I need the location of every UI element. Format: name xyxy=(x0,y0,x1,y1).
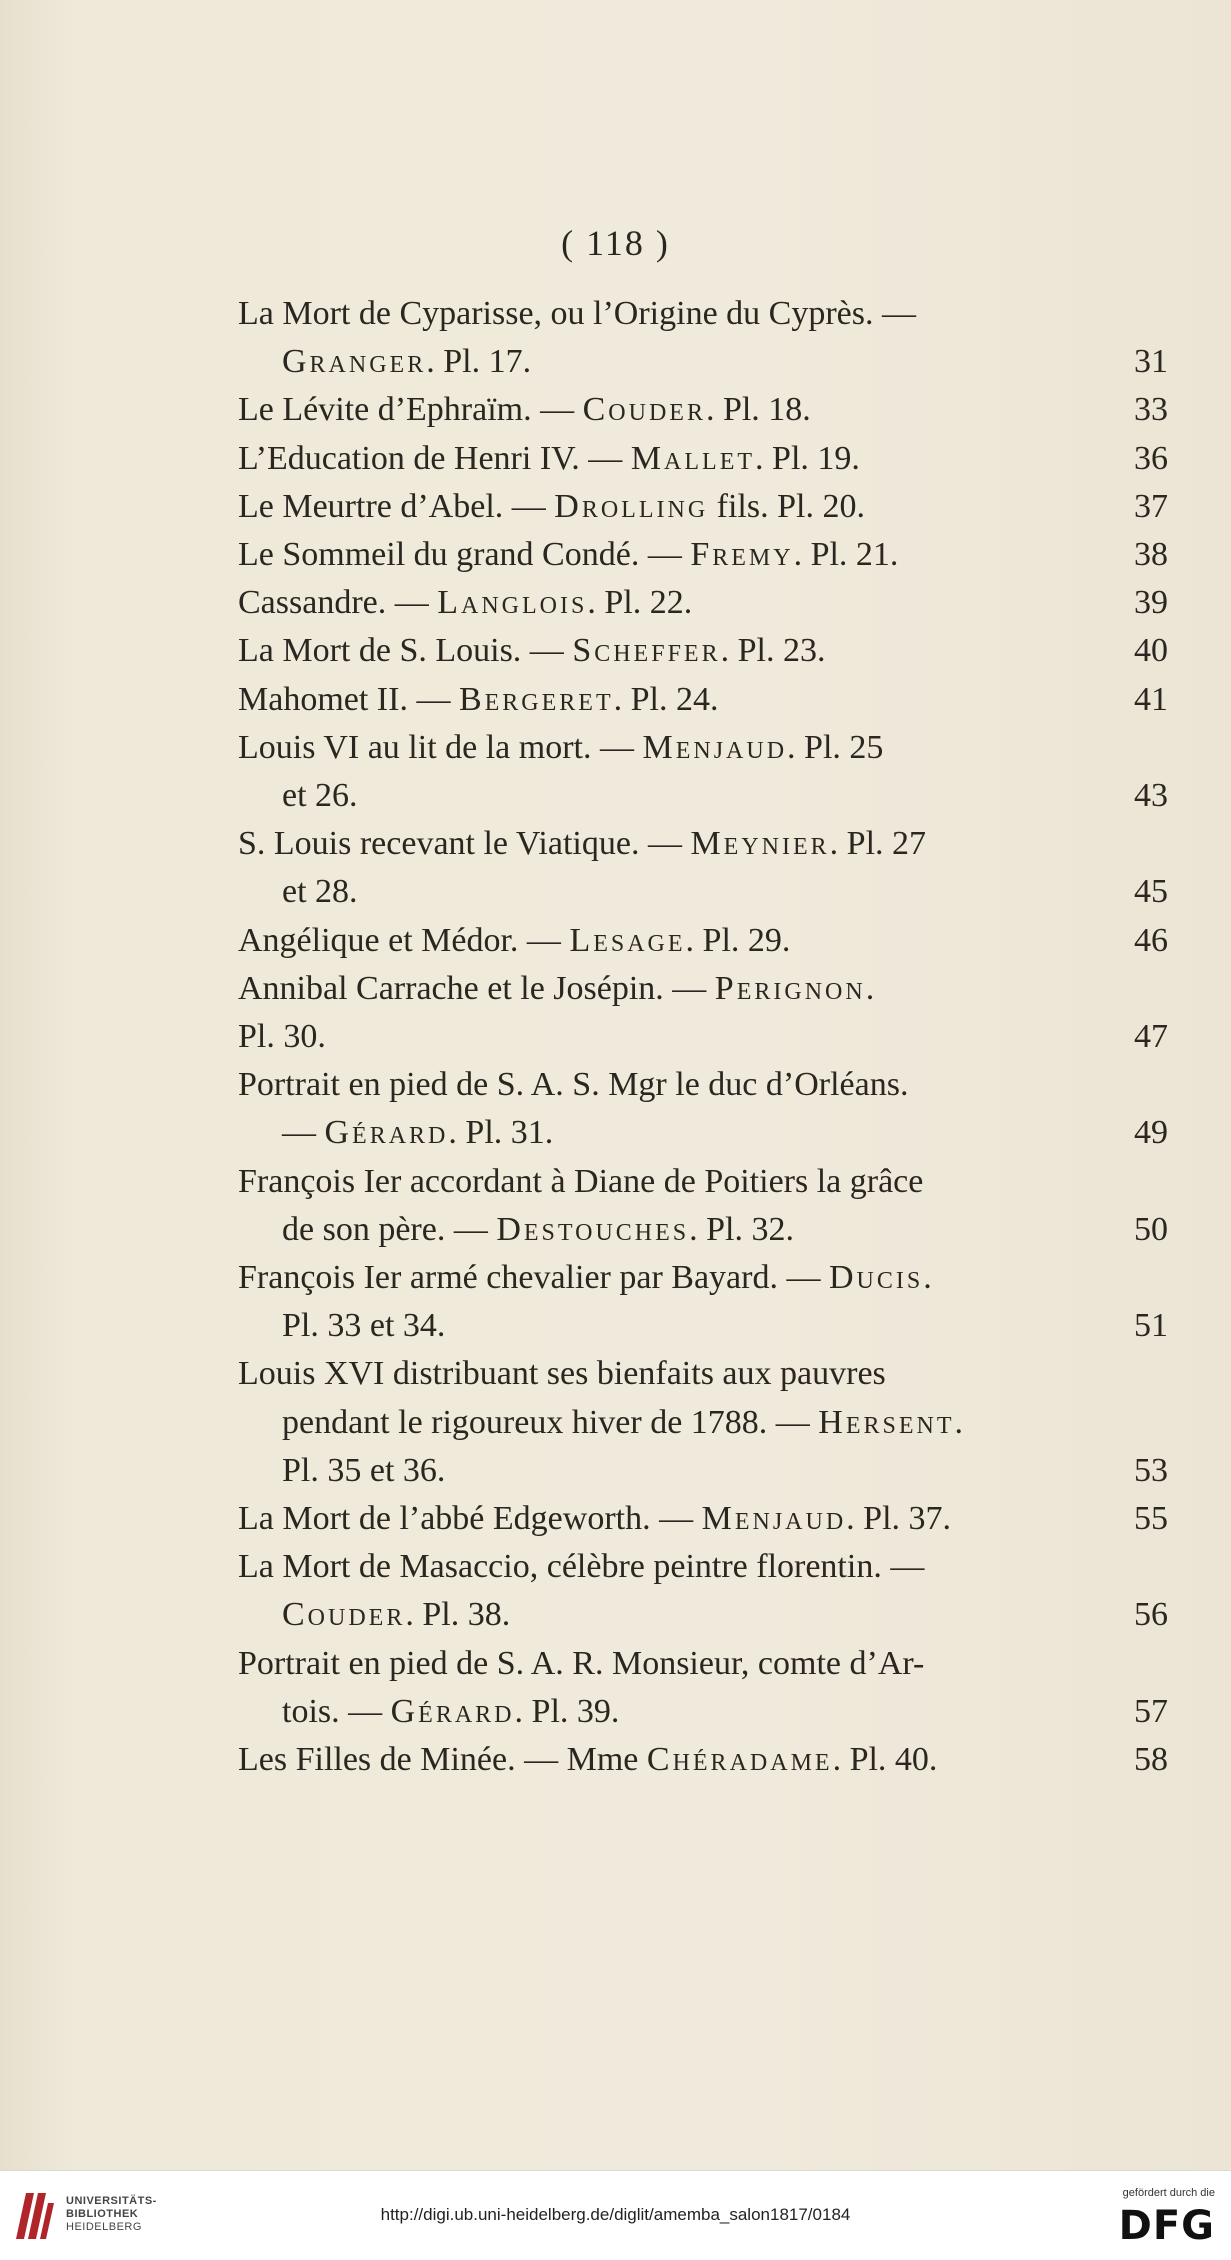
entry-line xyxy=(238,1495,1138,1543)
plate-reference: . xyxy=(865,969,875,1007)
viewer-footer xyxy=(0,2170,1231,2260)
entry-title-text: La Mort de S. Louis. — xyxy=(238,632,573,670)
entry-line xyxy=(238,1061,1138,1109)
plate-reference: . Pl. 22. xyxy=(587,584,693,622)
entry-line xyxy=(238,772,1182,820)
entry-title-text: Pl. 30. xyxy=(238,1018,326,1055)
permalink-url[interactable]: http://digi.ub.uni-heidelberg.de/diglit/amemba_salon1817/0184 xyxy=(380,2205,851,2224)
entry-title-text: La Mort de Cyparisse, ou l’Origine du Cyprès. — xyxy=(238,295,916,332)
entry-title-text: François Ier accordant à Diane de Poitiers la grâce xyxy=(238,1162,924,1200)
page-reference: 58 xyxy=(1134,1741,1168,1778)
entry-line xyxy=(238,1736,1138,1784)
entry-line xyxy=(238,1254,1138,1302)
entry-title-text: Annibal Carrache et le Josépin. — xyxy=(238,969,715,1007)
artist-name: Langlois xyxy=(437,584,588,622)
artist-name: Chéradame xyxy=(646,1741,833,1778)
library-name-line: BIBLIOTHEK xyxy=(66,2208,139,2220)
page-reference: 53 xyxy=(1134,1451,1168,1489)
entry-line xyxy=(238,1013,1138,1061)
entry-line xyxy=(238,1543,1138,1591)
artist-name: Menjaud xyxy=(642,728,788,766)
page-reference: 31 xyxy=(1134,343,1168,381)
entry-title-text: Louis VI au lit de la mort. — xyxy=(238,728,643,766)
entry-title-text: L’Education de Henri IV. — xyxy=(238,439,631,477)
artist-name: Mallet xyxy=(630,439,756,477)
page-reference: 47 xyxy=(1134,1018,1168,1055)
entry-line xyxy=(238,724,1138,772)
page-reference: 46 xyxy=(1134,921,1168,959)
plate-reference: . Pl. 17. xyxy=(426,343,532,381)
entry-line xyxy=(238,1688,1182,1736)
page-reference: 40 xyxy=(1134,632,1168,670)
entry-line xyxy=(238,627,1138,675)
plate-reference: . Pl. 24. xyxy=(613,680,719,718)
plate-reference: . Pl. 23. xyxy=(720,632,826,670)
entry-line xyxy=(238,965,1138,1013)
page-reference: 41 xyxy=(1134,680,1168,718)
dfg-logo: DFG xyxy=(1118,2203,1215,2249)
page-reference: 56 xyxy=(1134,1596,1168,1634)
artist-name: Meynier xyxy=(690,825,830,863)
entry-line xyxy=(238,917,1138,965)
entry-line xyxy=(238,1158,1138,1206)
entry-title-text: pendant le rigoureux hiver de 1788. — xyxy=(282,1403,819,1441)
plate-reference: . xyxy=(954,1403,964,1441)
plate-reference: . Pl. 19. xyxy=(755,439,860,477)
artist-name: Ducis xyxy=(828,1259,924,1296)
artist-name: Gérard xyxy=(324,1114,449,1152)
artist-name: Bergeret xyxy=(458,680,614,718)
entry-title-text: Portrait en pied de S. A. S. Mgr le duc d’Orléans. xyxy=(238,1066,909,1104)
entry-line xyxy=(238,1206,1182,1254)
entry-line xyxy=(238,1640,1138,1688)
artist-name: Gérard xyxy=(390,1692,515,1730)
entry-line xyxy=(238,868,1182,916)
funding-label: gefördert durch die xyxy=(1122,2187,1215,2199)
entry-title-text: Mahomet II. — xyxy=(238,680,459,718)
page-reference: 39 xyxy=(1134,584,1168,622)
entry-title-text: La Mort de l’abbé Edgeworth. — xyxy=(238,1500,702,1537)
plate-reference: . Pl. 39. xyxy=(514,1692,620,1730)
entry-title-text: Angélique et Médor. — xyxy=(238,921,570,959)
page-reference: 57 xyxy=(1134,1692,1168,1730)
page-reference: 36 xyxy=(1134,439,1168,477)
plate-reference: . xyxy=(923,1259,932,1296)
entry-line xyxy=(238,435,1138,483)
entry-title-text: Louis XVI distribuant ses bienfaits aux pauvres xyxy=(238,1355,886,1393)
entry-line xyxy=(238,1399,1182,1447)
artist-name: Granger xyxy=(282,343,427,381)
library-name-line: HEIDELBERG xyxy=(66,2221,142,2233)
plate-reference: . Pl. 38. xyxy=(405,1596,511,1634)
entry-line xyxy=(238,579,1138,627)
entry-line xyxy=(238,290,1138,338)
entry-title-text: Pl. 35 et 36. xyxy=(282,1451,446,1489)
artist-name: Couder xyxy=(582,391,706,429)
entry-title-text: Cassandre. — xyxy=(238,584,438,622)
page-reference: 37 xyxy=(1134,487,1168,525)
entry-line xyxy=(238,531,1138,579)
library-name-line: UNIVERSITÄTS- xyxy=(66,2195,157,2207)
entry-line xyxy=(238,820,1138,868)
page-reference: 55 xyxy=(1134,1500,1168,1537)
entry-line xyxy=(238,1447,1182,1495)
plate-reference: . Pl. 40. xyxy=(832,1741,938,1778)
plate-reference: . Pl. 25 xyxy=(787,728,884,766)
entry-title-text: S. Louis recevant le Viatique. — xyxy=(238,825,691,863)
plate-reference: . Pl. 21. xyxy=(793,536,899,573)
artist-name: Scheffer xyxy=(572,632,721,670)
artist-name: Couder xyxy=(282,1596,406,1634)
page-number: ( 118 ) xyxy=(561,223,670,263)
entry-line xyxy=(238,338,1182,386)
entry-title-text: tois. — xyxy=(282,1692,391,1730)
page-reference: 49 xyxy=(1134,1114,1168,1152)
artist-name: Hersent xyxy=(818,1403,955,1441)
artist-name: Fremy xyxy=(690,536,794,573)
entry-title-text: Le Lévite d’Ephraïm. — xyxy=(238,391,583,429)
artist-name: Menjaud xyxy=(701,1500,847,1537)
entry-title-text: Pl. 33 et 34. xyxy=(282,1307,446,1345)
artist-name: Drolling xyxy=(554,487,709,525)
artist-name: Perignon xyxy=(714,969,866,1007)
plate-reference: fils. Pl. 20. xyxy=(708,487,865,525)
entry-title-text: Les Filles de Minée. — Mme xyxy=(238,1741,647,1778)
artist-name: Destouches xyxy=(496,1210,690,1248)
entry-title-text: et 26. xyxy=(282,777,358,814)
entry-line xyxy=(238,386,1138,434)
entry-line xyxy=(238,1302,1182,1350)
plate-reference: . Pl. 27 xyxy=(829,825,927,863)
entry-title-text: Le Meurtre d’Abel. — xyxy=(238,487,555,525)
page-reference: 43 xyxy=(1134,777,1168,814)
entry-line xyxy=(238,676,1138,724)
page-reference: 33 xyxy=(1134,391,1168,429)
entry-title-text: et 28. xyxy=(282,873,358,911)
artist-name: Lesage xyxy=(569,921,686,959)
plate-reference: . Pl. 18. xyxy=(705,391,811,429)
entry-title-text: de son père. — xyxy=(282,1210,497,1248)
entry-title-text: Le Sommeil du grand Condé. — xyxy=(238,536,691,573)
plate-reference: . Pl. 29. xyxy=(685,921,791,959)
entry-line xyxy=(238,1350,1138,1398)
entry-line xyxy=(238,1109,1182,1157)
plate-reference: . Pl. 32. xyxy=(689,1210,794,1248)
entry-line xyxy=(238,1591,1182,1639)
entry-title-text: François Ier armé chevalier par Bayard. — xyxy=(238,1259,829,1296)
plate-reference: . Pl. 31. xyxy=(448,1114,554,1152)
page-reference: 51 xyxy=(1134,1307,1168,1345)
plate-reference: . Pl. 37. xyxy=(846,1500,952,1537)
entry-title-text: La Mort de Masaccio, célèbre peintre florentin. — xyxy=(238,1548,925,1586)
page-reference: 45 xyxy=(1134,873,1168,911)
entry-title-text: — xyxy=(282,1114,325,1152)
entry-line xyxy=(238,483,1138,531)
entry-title-text: Portrait en pied de S. A. R. Monsieur, comte d’Ar- xyxy=(238,1644,925,1682)
page-reference: 38 xyxy=(1134,536,1168,573)
page-reference: 50 xyxy=(1134,1210,1168,1248)
